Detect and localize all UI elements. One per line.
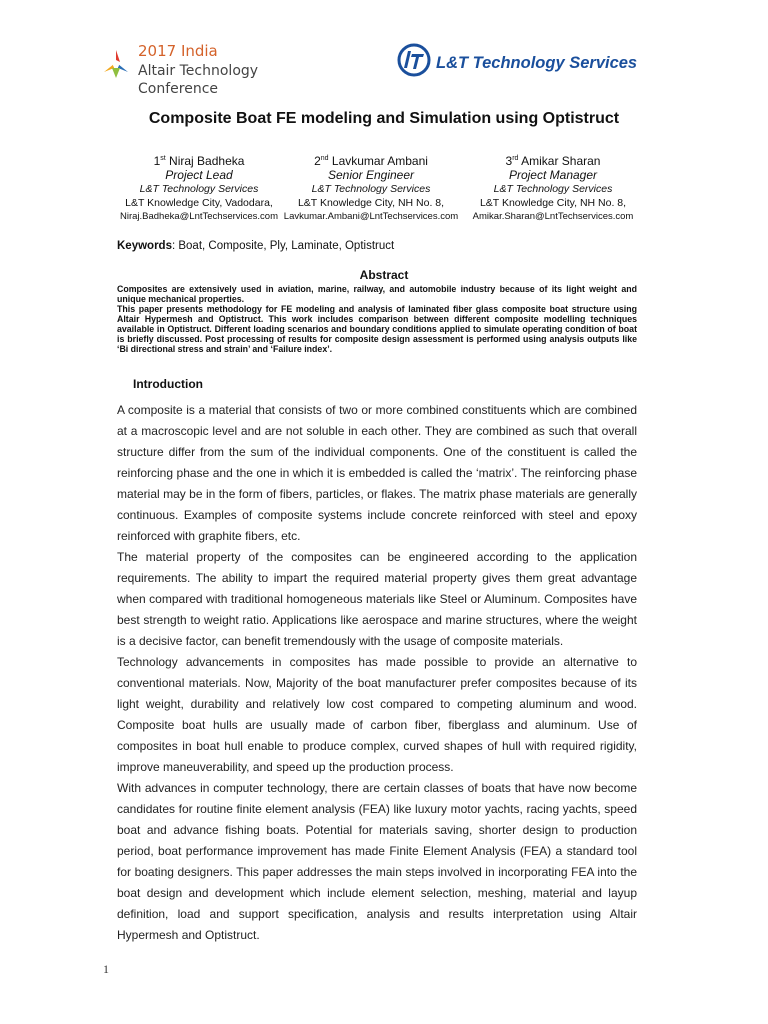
author-email[interactable]: Amikar.Sharan@LntTechservices.com xyxy=(472,211,634,222)
abstract-paragraph: This paper presents methodology for FE modeling and analysis of laminated fiber glass composite boat structure using Altair Hypermesh and Optistruct. This work includes comparison between different composite modelling techniques available in Optistruct. Different loading scenarios and boundary conditions applied to simulate operating condition of boat is briefly discussed. Post processing of results for composite design assessment is performed using analysis outputs like ‘Bi directional stress and strain’ and ‘Failure index’. xyxy=(117,304,637,354)
author-name: Niraj Badheka xyxy=(169,154,245,168)
author-role: Senior Engineer xyxy=(327,168,415,182)
author-role: Project Manager xyxy=(508,168,598,182)
section-heading-introduction: Introduction xyxy=(133,377,203,391)
introduction-body xyxy=(117,400,637,946)
keywords xyxy=(117,240,394,252)
author-location: L&T Knowledge City, Vadodara, xyxy=(125,197,273,209)
abstract-heading: Abstract xyxy=(359,268,409,282)
author-ordinal: 3 xyxy=(505,154,513,168)
lnt-logo-icon xyxy=(396,42,432,78)
author-3 xyxy=(458,152,648,224)
author-ordinal: 1 xyxy=(153,154,161,168)
author-org: L&T Technology Services xyxy=(311,183,431,195)
keywords-text: : Boat, Composite, Ply, Laminate, Optistruct xyxy=(171,240,395,252)
paper-title: Composite Boat FE modeling and Simulation using Optistruct xyxy=(148,110,620,127)
author-ordinal: 2 xyxy=(314,154,321,168)
abstract-paragraph: Composites are extensively used in aviation, marine, railway, and automobile industry because of its light weight and unique mechanical properties. xyxy=(117,284,637,304)
author-org: L&T Technology Services xyxy=(139,183,259,195)
author-location: L&T Knowledge City, NH No. 8, xyxy=(479,197,627,209)
author-2 xyxy=(276,152,466,224)
page-header xyxy=(0,38,768,97)
company-name: L&T Technology Services xyxy=(436,54,638,72)
author-location: L&T Knowledge City, NH No. 8, xyxy=(297,197,445,209)
abstract-body xyxy=(117,284,637,354)
author-name: Lavkumar Ambani xyxy=(331,154,428,168)
company-logo xyxy=(396,40,638,84)
author-ordinal-suffix: rd xyxy=(512,155,519,162)
author-ordinal-suffix: st xyxy=(160,155,166,162)
body-paragraph: The material property of the composites can be engineered according to the application requirements. The ability to impart the required material property gives them great advantage when compared with traditional homogeneous materials like Steel or Aluminum. Composites have best strength to weight ratio. Applications like aerospace and marine structures, where the weight is a decisive factor, can benefit tremendously with the usage of composite materials. xyxy=(117,550,637,648)
conference-logo xyxy=(100,42,330,97)
altair-conference-logo-icon xyxy=(100,48,132,80)
keywords-label: Keywords xyxy=(117,240,172,252)
page-number: 1 xyxy=(103,962,109,976)
body-paragraph: With advances in computer technology, there are certain classes of boats that have now become candidates for routine finite element analysis (FEA) like luxury motor yachts, racing yachts, speed boat and advance fishing boats. Potential for materials saving, shorter design to production period, boat performance improvement has made Finite Element Analysis (FEA) a standard tool for boating designers. This paper addresses the main steps involved in incorporating FEA into the boat design and development which include element selection, meshing, material and layup definition, load and support specification, analysis and results interpretation using Altair Hypermesh and Optistruct. xyxy=(117,781,637,942)
author-org: L&T Technology Services xyxy=(493,183,613,195)
conference-year: 2017 India xyxy=(138,42,218,60)
author-ordinal-suffix: nd xyxy=(320,155,329,162)
author-email[interactable]: Lavkumar.Ambani@LntTechservices.com xyxy=(283,211,459,222)
body-paragraph: A composite is a material that consists of two or more combined constituents which are combined at a macroscopic level and are not soluble in each other. They are combined as such that overall structure differ from the sum of the individual components. One of the constituent is called the reinforcing phase and the one in which it is embedded is called the ‘matrix’. The reinforcing phase material may be in the form of fibers, particles, or flakes. The matrix phase materials are generally continuous. Examples of composite systems include concrete reinforced with steel and epoxy reinforced with graphite fibers, etc. xyxy=(117,403,637,543)
conference-name: Altair Technology Conference xyxy=(138,63,259,97)
author-email[interactable]: Niraj.Badheka@LntTechservices.com xyxy=(119,211,279,222)
author-list xyxy=(104,152,684,222)
author-1 xyxy=(104,152,294,224)
body-paragraph: Technology advancements in composites has made possible to provide an alternative to conventional materials. Now, Majority of the boat manufacturer prefer composites because of its light weight, durability and relatively low cost compared to competing aluminum and wood. Composite boat hulls are usually made of carbon fiber, fiberglass and aluminum. Use of composites in boat hull enable to produce complex, curved shapes of hull with required rigidity, improve maneuverability, and speed up the production process. xyxy=(117,655,637,774)
author-role: Project Lead xyxy=(165,168,233,182)
author-name: Amikar Sharan xyxy=(521,154,601,168)
